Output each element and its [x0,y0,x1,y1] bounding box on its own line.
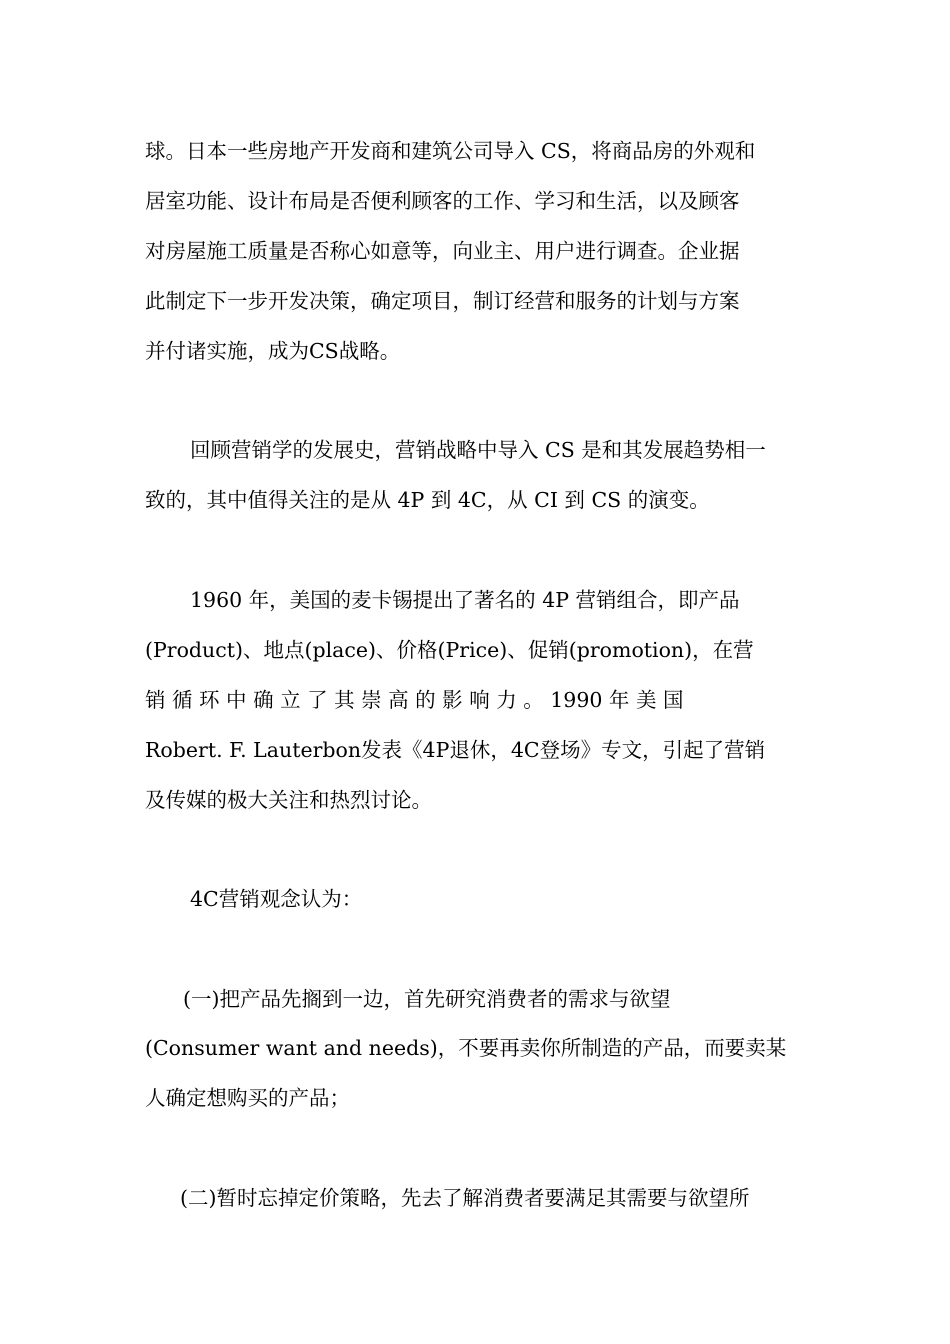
text-line: (二)暂时忘掉定价策略，先去了解消费者要满足其需要与欲望所 [180,1186,750,1210]
text-line: (Product)、地点(place)、价格(Price)、促销(promotion)，在营 [145,638,754,662]
text-line: (Consumer want and needs)，不要再卖你所制造的产品，而要卖某 [145,1036,787,1060]
text-line: 此制定下一步开发决策，确定项目，制订经营和服务的计划与方案 [145,289,740,313]
text-line: Robert. F. Lauterbon发表《4P退休，4C登场》专文，引起了营销 [145,738,766,762]
text-line: 并付诸实施，成为CS战略。 [145,339,401,363]
text-line: 致的，其中值得关注的是从 4P 到 4C，从 CI 到 CS 的演变。 [145,488,710,512]
text-line: 对房屋施工质量是否称心如意等，向业主、用户进行调查。企业据 [145,239,740,263]
text-line: 1960 年，美国的麦卡锡提出了著名的 4P 营销组合，即产品 [190,588,740,612]
text-line: 回顾营销学的发展史，营销战略中导入 CS 是和其发展趋势相一 [190,438,766,462]
text-line: 及传媒的极大关注和热烈讨论。 [145,788,432,812]
text-line: 销 循 环 中 确 立 了 其 崇 高 的 影 响 力 。 1990 年 美 国 [145,688,684,712]
text-line: 人确定想购买的产品； [145,1086,350,1110]
text-line: 居室功能、设计布局是否便利顾客的工作、学习和生活，以及顾客 [145,189,740,213]
text-line: 球。日本一些房地产开发商和建筑公司导入 CS，将商品房的外观和 [145,139,756,163]
text-line: 4C营销观念认为： [190,887,363,911]
text-line: (一)把产品先搁到一边，首先研究消费者的需求与欲望 [183,987,671,1011]
